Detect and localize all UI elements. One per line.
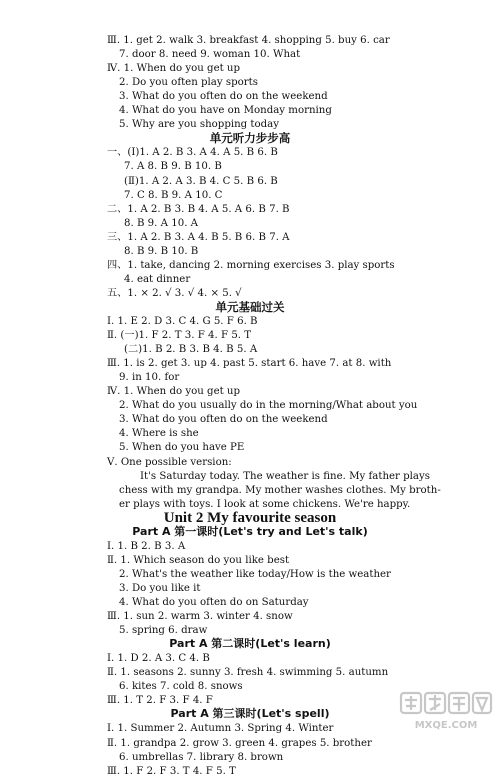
answer-line: 5. spring 6. draw bbox=[119, 625, 208, 637]
section-heading: Part A 第二课时(Let's learn) bbox=[169, 637, 331, 651]
answer-line: 9. in 10. for bbox=[119, 372, 180, 384]
answer-line: Ⅲ. 1. F 2. F 3. T 4. F 5. T bbox=[107, 765, 236, 777]
unit-heading: Unit 2 My favourite season bbox=[163, 509, 337, 526]
answer-line: 五、1. × 2. √ 3. √ 4. × 5. √ bbox=[107, 287, 242, 299]
answer-line: 7. door 8. need 9. woman 10. What bbox=[119, 49, 301, 61]
answer-line: Ⅱ. (一)1. F 2. T 3. F 4. F 5. T bbox=[107, 330, 252, 342]
watermark-text: MXQE.COM bbox=[414, 720, 478, 731]
answer-line: 8. B 9. B 10. B bbox=[124, 245, 199, 257]
answer-line: Ⅰ. 1. B 2. B 3. A bbox=[107, 540, 186, 552]
answer-line: 三、1. A 2. B 3. A 4. B 5. B 6. B 7. A bbox=[107, 231, 290, 243]
answer-line: Ⅲ. 1. is 2. get 3. up 4. past 5. start 6. have 7. at 8. with bbox=[107, 358, 392, 370]
section-heading: Part A 第一课时(Let's try and Let's talk) bbox=[132, 524, 368, 538]
answer-line: Ⅱ. 1. Which season do you like best bbox=[107, 554, 290, 566]
answer-line: Ⅰ. 1. Summer 2. Autumn 3. Spring 4. Winter bbox=[107, 723, 334, 735]
answer-line: 3. What do you often do on the weekend bbox=[119, 91, 328, 103]
answer-line: Ⅲ. 1. T 2. F 3. F 4. F bbox=[107, 695, 213, 707]
answer-line: Ⅱ. 1. seasons 2. sunny 3. fresh 4. swimming 5. autumn bbox=[107, 667, 389, 679]
answer-line: 3. What do you often do on the weekend bbox=[119, 414, 328, 426]
answer-line: 二、1. A 2. B 3. B 4. A 5. A 6. B 7. B bbox=[107, 203, 290, 215]
section-heading: 单元听力步步高 bbox=[209, 131, 291, 146]
answer-line: It's Saturday today. The weather is fine. My father plays bbox=[140, 470, 430, 482]
answer-line: Ⅰ. 1. E 2. D 3. C 4. G 5. F 6. B bbox=[107, 316, 258, 327]
answer-line: 5. Why are you shopping today bbox=[119, 119, 280, 131]
section-heading: Part A 第三课时(Let's spell) bbox=[170, 707, 330, 721]
answer-line: 四、1. take, dancing 2. morning exercises 3. play sports bbox=[107, 259, 395, 271]
answer-line: er plays with toys. I look at some chickens. We're happy. bbox=[119, 498, 411, 510]
answer-line: Ⅳ. 1. When do you get up bbox=[107, 63, 241, 75]
watermark-logo-icon bbox=[398, 690, 494, 732]
answer-line: (二)1. B 2. B 3. B 4. B 5. A bbox=[124, 344, 258, 356]
answer-line: 3. Do you like it bbox=[119, 582, 201, 594]
answer-line: Ⅳ. 1. When do you get up bbox=[107, 386, 241, 398]
answer-line: 7. C 8. B 9. A 10. C bbox=[124, 189, 223, 201]
answer-line: Ⅲ. 1. get 2. walk 3. breakfast 4. shopping 5. buy 6. car bbox=[107, 35, 390, 46]
answer-line: Ⅱ. 1. grandpa 2. grow 3. green 4. grapes 5. brother bbox=[107, 737, 372, 749]
answer-line: chess with my grandpa. My mother washes clothes. My broth- bbox=[119, 484, 441, 496]
answer-line: 6. umbrellas 7. library 8. brown bbox=[119, 751, 284, 763]
answer-line: 2. What do you usually do in the morning/What about you bbox=[119, 400, 418, 412]
answer-line: Ⅴ. One possible version: bbox=[107, 456, 232, 468]
answer-line: 4. eat dinner bbox=[124, 273, 191, 285]
answer-line: 7. A 8. B 9. B 10. B bbox=[124, 161, 222, 173]
answer-line: 4. What do you often do on Saturday bbox=[119, 597, 309, 608]
answer-line: 2. What's the weather like today/How is the weather bbox=[119, 568, 391, 580]
answer-line: 8. B 9. A 10. A bbox=[124, 217, 199, 229]
answer-line: 2. Do you often play sports bbox=[119, 77, 258, 89]
answer-line: 6. kites 7. cold 8. snows bbox=[119, 681, 243, 693]
answer-line: 4. What do you have on Monday morning bbox=[119, 105, 332, 117]
answer-line: 一、(Ⅰ)1. A 2. B 3. A 4. A 5. B 6. B bbox=[107, 147, 278, 159]
answer-line: Ⅰ. 1. D 2. A 3. C 4. B bbox=[107, 653, 210, 665]
answer-line: Ⅲ. 1. sun 2. warm 3. winter 4. snow bbox=[107, 611, 293, 623]
section-heading: 单元基础过关 bbox=[215, 299, 285, 314]
answer-line: (Ⅱ)1. A 2. A 3. B 4. C 5. B 6. B bbox=[124, 175, 278, 187]
answer-line: 5. When do you have PE bbox=[119, 442, 245, 454]
answer-line: 4. Where is she bbox=[119, 428, 199, 440]
